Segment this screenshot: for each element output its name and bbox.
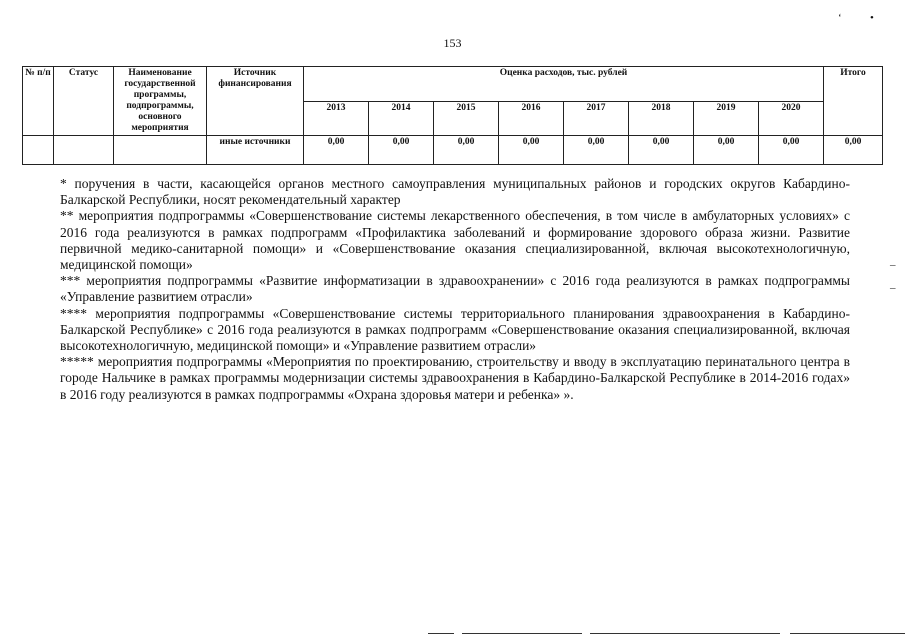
footnotes [60,176,850,403]
header-year: 2019 [694,101,759,136]
row-value: 0,00 [434,136,499,165]
row-value: 0,00 [759,136,824,165]
header-status: Статус [54,67,114,136]
divider [590,633,780,634]
row-value: 0,00 [369,136,434,165]
row-source: иные источники [207,136,304,165]
header-total: Итого [824,67,883,136]
footnote: *** мероприятия подпрограммы «Развитие информатизации в здравоохранении» с 2016 года реализуются в рамках подпрограммы «Управление развитием отрасли» [60,273,850,305]
header-num: № п/п [23,67,54,136]
scan-mark: ‘ [838,12,842,24]
row-total: 0,00 [824,136,883,165]
row-value: 0,00 [499,136,564,165]
header-year: 2015 [434,101,499,136]
header-year: 2018 [629,101,694,136]
footnote: ***** мероприятия подпрограммы «Мероприятия по проектированию, строительству и вводу в эксплуатацию перинатального центра в городе Нальчике в рамках программы модернизации системы здравоохранения в Кабардино-Балкарской Республике в 2014-2016 годах» в 2016 году реализуются в рамках подпрограммы «Охрана здоровья матери и ребенка» ». [60,354,850,402]
row-name [114,136,207,165]
row-status [54,136,114,165]
footnote: ** мероприятия подпрограммы «Совершенствование системы лекарственного обеспечения, в том числе в амбулаторных условиях» с 2016 года реализуются в рамках подпрограмм «Профилактика заболеваний и формирование здорового образа жизни. Развитие первичной медико-санитарной помощи» и «Совершенствование оказания специализированной, включая высокотехнологичную, медицинской помощи» [60,208,850,273]
header-source: Источник финансирования [207,67,304,136]
header-year: 2020 [759,101,824,136]
table-row [23,136,883,165]
scan-footer-lines [0,633,905,635]
scan-mark: • [870,12,874,24]
footnote: * поручения в части, касающейся органов местного самоуправления муниципальных районов и городских округов Кабардино-Балкарской Республики, носят рекомендательный характер [60,176,850,208]
header-expenses: Оценка расходов, тыс. рублей [304,67,824,102]
table-header-row [23,67,883,102]
divider [428,633,454,634]
row-value: 0,00 [304,136,369,165]
budget-table [22,66,883,165]
header-year: 2017 [564,101,629,136]
header-year: 2013 [304,101,369,136]
header-year: 2016 [499,101,564,136]
footnote: **** мероприятия подпрограммы «Совершенствование системы территориального планирования здравоохранения в Кабардино-Балкарской Республике» с 2016 года реализуются в рамках подпрограмм «Совершенствование оказания специализированной, включая высокотехнологичную, медицинской помощи» и «Управление развитием отрасли» [60,305,850,354]
row-num [23,136,54,165]
divider [790,633,905,634]
row-value: 0,00 [564,136,629,165]
row-value: 0,00 [629,136,694,165]
row-value: 0,00 [694,136,759,165]
scan-mark: – [890,282,896,294]
header-name: Наименование государственной программы, подпрограммы, основного мероприятия [114,67,207,136]
divider [462,633,582,634]
page-number: 153 [443,36,462,50]
header-year: 2014 [369,101,434,136]
scan-mark: _ [890,255,896,267]
